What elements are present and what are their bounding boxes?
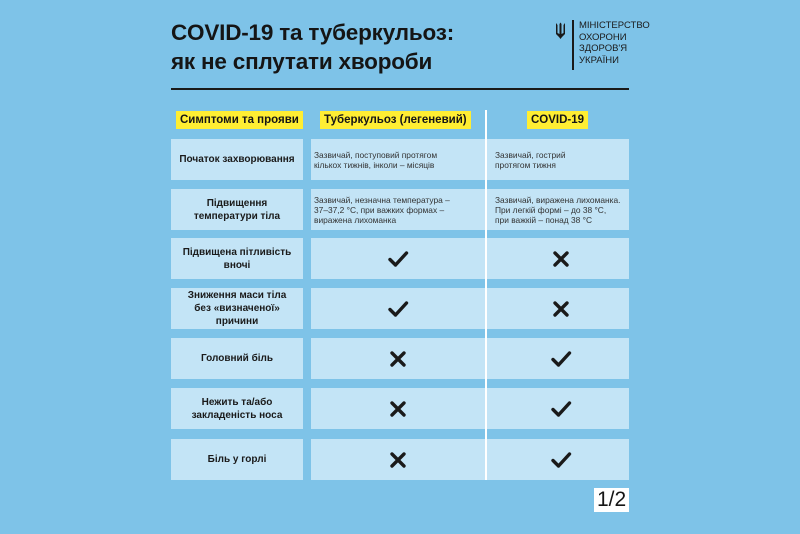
covid-cell [493,189,629,230]
symptom-label [171,388,303,429]
covid-cell [493,238,629,279]
ministry-logo [555,20,659,70]
symptom-label [171,439,303,480]
table-row [171,238,629,279]
logo-line-3: ЗДОРОВ'Я [579,43,628,54]
logo-divider [572,20,574,70]
tb-cell [311,338,485,379]
row-gap [303,388,311,429]
tb-cell [311,189,485,230]
cross-icon [387,348,409,370]
row-gap [303,338,311,379]
symptom-label [171,238,303,279]
row-divider [485,388,487,429]
tb-text-line: 37–37,2 °С, при важких формах – [314,204,445,215]
covid-cell [493,338,629,379]
covid-text-line: при важкій – понад 38 °С [495,214,593,225]
symptom-label-line: Зниження маси тіла [187,290,287,301]
header-covid: COVID-19 [527,111,588,129]
row-gap [303,139,311,180]
covid-text-line: Зазвичай, гострий [495,149,566,160]
check-icon [550,398,572,420]
page-title [171,18,454,76]
header-tuberculosis: Туберкульоз (легеневий) [320,111,471,129]
row-gap [303,189,311,230]
row-divider [485,338,487,379]
symptom-label-line: без «визначеної» причини [194,303,280,327]
symptom-label-line: вночі [223,259,251,271]
logo-line-2: ОХОРОНИ [579,31,627,43]
cross-icon [387,449,409,471]
check-icon [387,248,409,270]
table-row [171,189,629,230]
covid-cell [493,439,629,480]
symptom-label-line: Підвищена пітливість [182,246,292,258]
symptom-label [171,288,303,329]
symptom-label-line: Головний біль [200,353,274,364]
row-divider [485,189,487,230]
covid-cell [493,288,629,329]
symptom-label [171,189,303,230]
symptom-label-line: Підвищення [206,197,268,209]
symptom-label-line: Нежить та/або [201,396,273,408]
symptom-label [171,338,303,379]
check-icon [550,449,572,471]
covid-cell [493,139,629,180]
cross-icon [387,398,409,420]
symptom-label-line: закладеність носа [191,409,283,421]
title-line-2: як не сплутати хвороби [171,49,433,74]
header-symptoms: Симптоми та прояви [176,111,303,129]
table-row [171,288,629,329]
symptom-label-line: Початок захворювання [179,154,295,165]
row-divider [485,288,487,329]
check-icon [387,298,409,320]
tb-cell [311,388,485,429]
row-gap [303,439,311,480]
tb-text-line: Зазвичай, незначна температура – [314,194,450,205]
tb-cell [311,288,485,329]
tb-text-line: кількох тижнів, інколи – місяців [314,159,435,170]
row-divider [485,238,487,279]
covid-text-line: протягом тижня [495,159,556,170]
row-divider [485,439,487,480]
symptom-label [171,139,303,180]
row-divider [485,139,487,180]
cross-icon [550,298,572,320]
title-line-1: COVID-19 та туберкульоз: [171,20,454,45]
tb-cell [311,238,485,279]
table-row [171,439,629,480]
covid-text-line: Зазвичай, виражена лихоманка. [495,194,621,205]
covid-cell [493,388,629,429]
tb-text-line: виражена лихоманка [314,214,397,225]
table-row [171,388,629,429]
table-row [171,338,629,379]
logo-line-1: МІНІСТЕРСТВО [579,20,650,31]
page-counter: 1/2 [594,488,629,512]
table-row [171,139,629,180]
tb-text-line: Зазвичай, поступовий протягом [314,149,438,160]
tb-cell [311,439,485,480]
row-gap [303,288,311,329]
symptom-label-line: Біль у горлі [207,454,267,465]
logo-line-4: УКРАЇНИ [579,54,619,66]
title-underline [171,88,629,90]
logo-text [579,20,659,66]
check-icon [550,348,572,370]
row-gap [303,238,311,279]
tb-cell [311,139,485,180]
cross-icon [550,248,572,270]
symptom-label-line: температури тіла [193,210,281,222]
covid-text-line: При легкій формі – до 38 °С, [495,204,607,215]
trident-icon [555,22,566,40]
